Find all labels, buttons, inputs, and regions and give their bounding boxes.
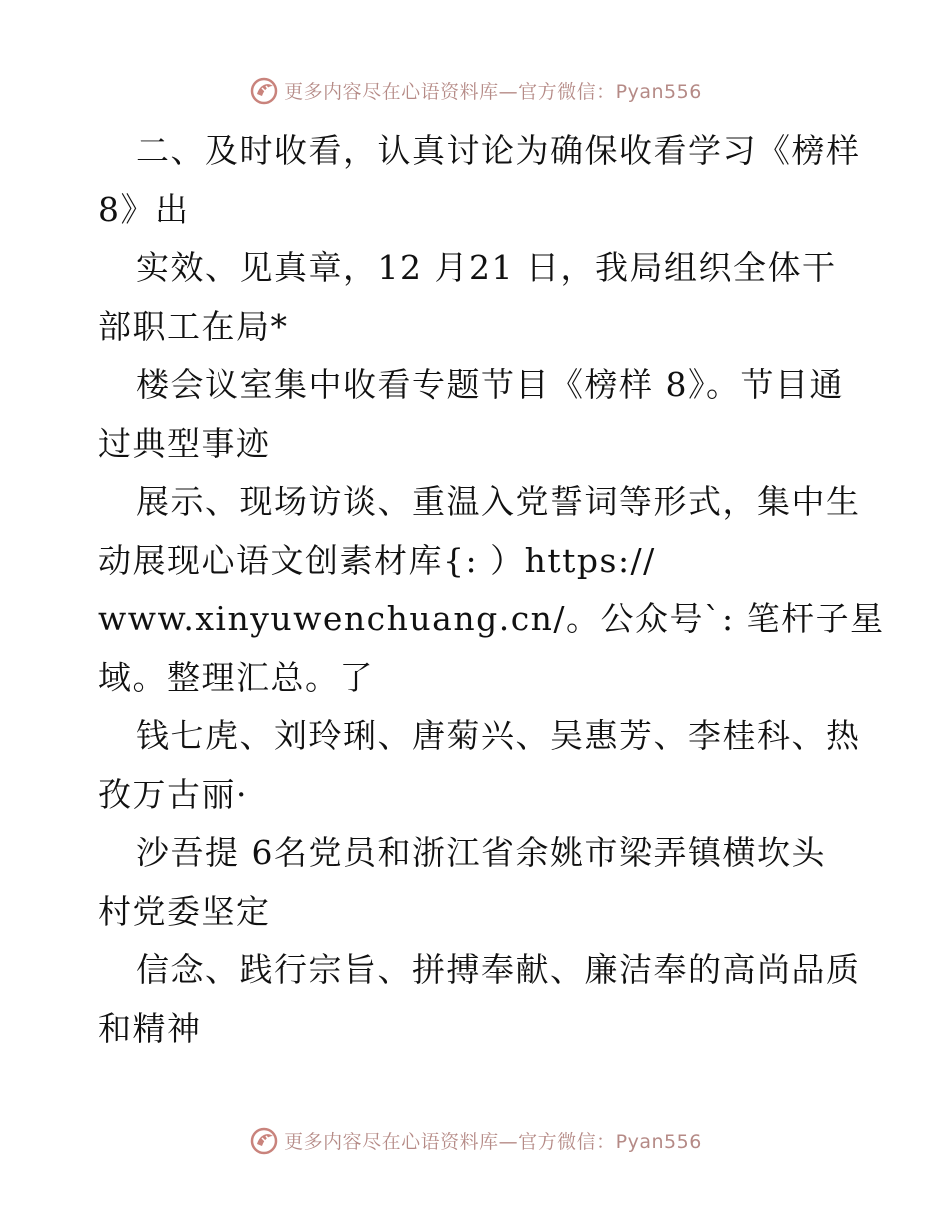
- paragraph-line: 村党委坚定: [98, 891, 271, 931]
- paragraph-line: 8》出: [98, 189, 190, 229]
- paragraph-line: 钱七虎、刘玲琍、唐菊兴、吴惠芳、李桂科、热: [136, 716, 861, 755]
- footer-watermark-text: 更多内容尽在心语资料库—官方微信：Pyan556: [284, 1130, 702, 1153]
- header-watermark-text: 更多内容尽在心语资料库—官方微信：Pyan556: [284, 80, 702, 103]
- paragraph-line: 动展现心语文创素材库{: ）https://: [98, 540, 656, 580]
- footer-watermark-banner: [0, 1120, 950, 1160]
- fire-heart-logo-icon: [248, 1124, 280, 1156]
- paragraph-line: 和精神: [98, 1008, 202, 1048]
- document-body: [98, 122, 885, 1058]
- header-watermark-banner: [0, 70, 950, 110]
- paragraph-line: 信念、践行宗旨、拼搏奉献、廉洁奉的高尚品质: [136, 950, 861, 989]
- paragraph-line: www.xinyuwenchuang.cn/。公众号`: 笔杆子星: [98, 599, 885, 638]
- paragraph-line: 楼会议室集中收看专题节目《榜样 8》。节目通: [136, 365, 844, 404]
- paragraph-line: 部职工在局*: [98, 306, 289, 346]
- paragraph-line: 沙吾提 6名党员和浙江省余姚市梁弄镇横坎头: [136, 833, 826, 872]
- paragraph-line: 域。整理汇总。了: [98, 657, 374, 697]
- fire-heart-logo-icon: [248, 74, 280, 106]
- paragraph-line: 二、及时收看，认真讨论为确保收看学习《榜样: [136, 131, 861, 170]
- paragraph-line: 孜万古丽·: [98, 774, 248, 814]
- paragraph-line: 展示、现场访谈、重温入党誓词等形式，集中生: [136, 482, 861, 521]
- paragraph-line: 实效、见真章，12 月21 日，我局组织全体干: [136, 248, 837, 287]
- paragraph-line: 过典型事迹: [98, 423, 271, 463]
